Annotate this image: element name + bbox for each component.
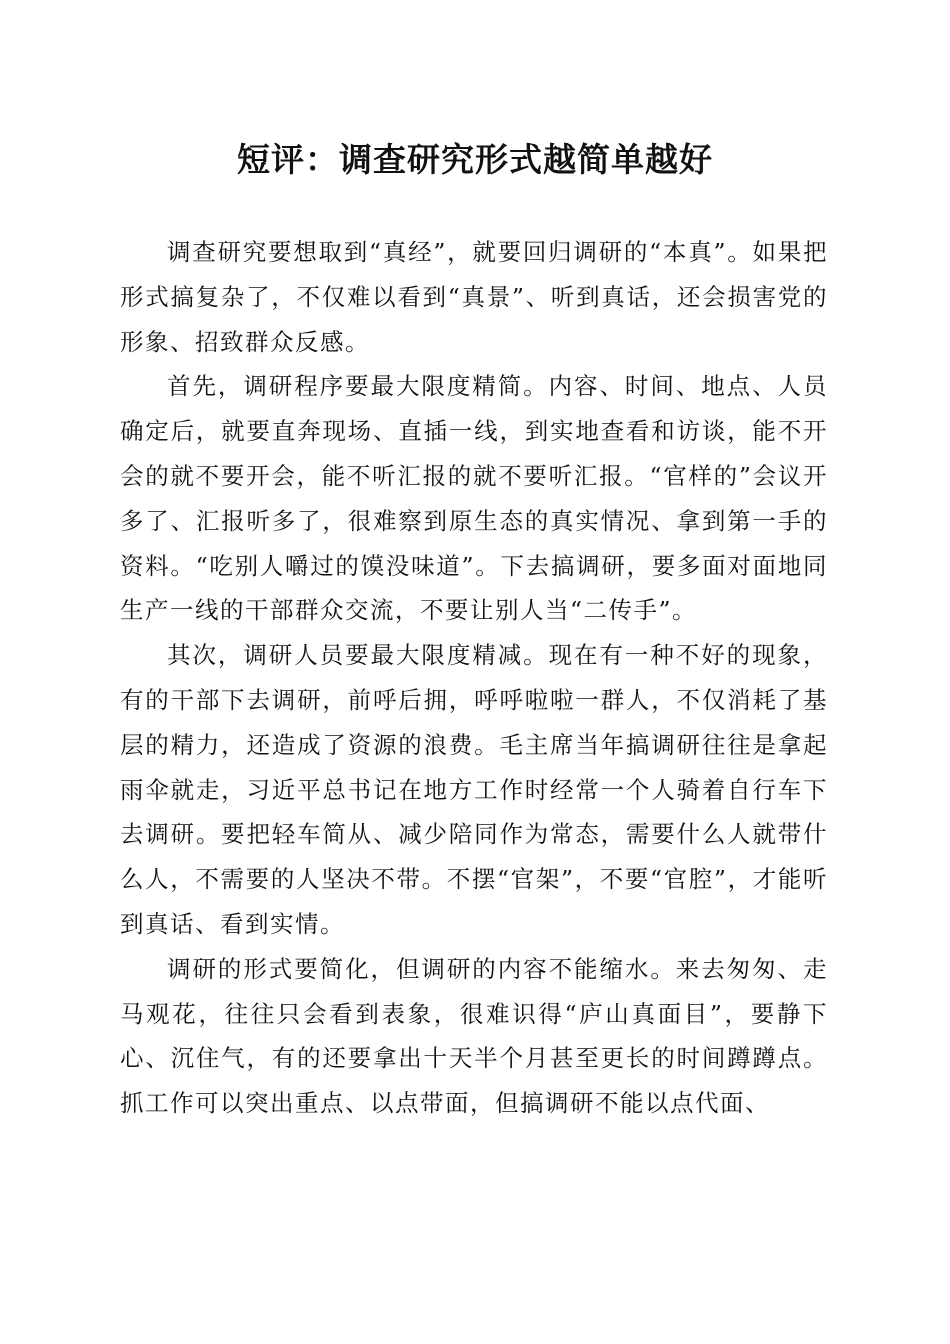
paragraph-1: 调查研究要想取到“真经”，就要回归调研的“本真”。如果把形式搞复杂了，不仅难以看到“真景”、听到真话，还会损害党的形象、招致群众反感。 — [120, 238, 828, 356]
paragraph-4: 调研的形式要简化，但调研的内容不能缩水。来去匆匆、走马观花，往往只会看到表象，很难识得“庐山真面目”，要静下心、沉住气，有的还要拿出十天半个月甚至更长的时间蹲蹲点。抓工作可以突出重点、以点带面，但搞调研不能以点代面、 — [120, 954, 828, 1118]
paragraph-3: 其次，调研人员要最大限度精减。现在有一种不好的现象，有的干部下去调研，前呼后拥，呼呼啦啦一群人，不仅消耗了基层的精力，还造成了资源的浪费。毛主席当年搞调研往往是拿起雨伞就走，习近平总书记在地方工作时经常一个人骑着自行车下去调研。要把轻车简从、减少陪同作为常态，需要什么人就带什么人，不需要的人坚决不带。不摆“官架”，不要“官腔”，才能听到真话、看到实情。 — [120, 641, 828, 938]
paragraph-2: 首先，调研程序要最大限度精简。内容、时间、地点、人员确定后，就要直奔现场、直插一线，到实地查看和访谈，能不开会的就不要开会，能不听汇报的就不要听汇报。“官样的”会议开多了、汇报听多了，很难察到原生态的真实情况、拿到第一手的资料。“吃别人嚼过的馍没味道”。下去搞调研，要多面对面地同生产一线的干部群众交流，不要让别人当“二传手”。 — [120, 372, 828, 625]
document-title: 短评：调查研究形式越简单越好 — [237, 140, 713, 179]
document-body — [120, 230, 828, 1126]
